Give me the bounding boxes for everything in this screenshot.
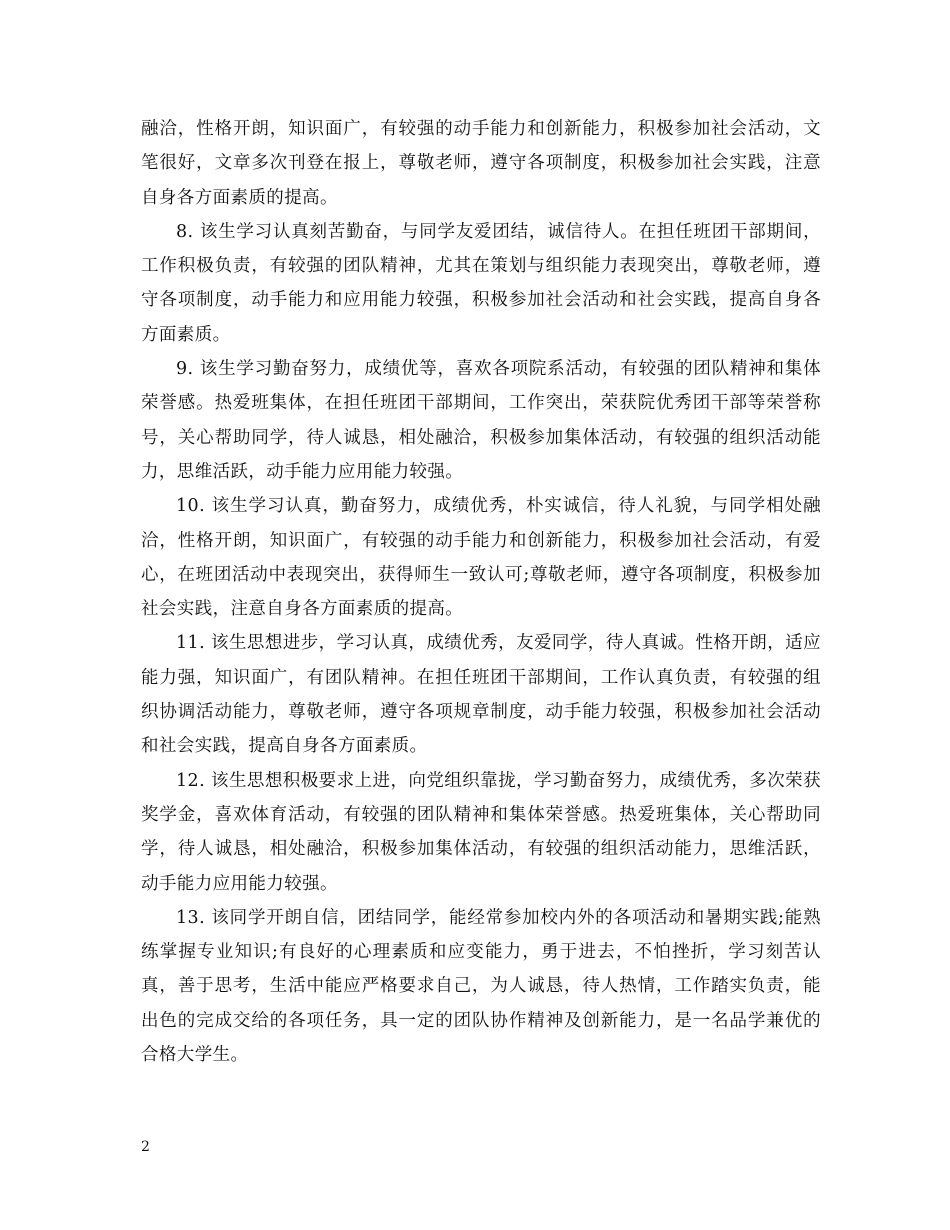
page-number: 2 — [141, 1139, 150, 1155]
paragraph-item-10: 10. 该生学习认真，勤奋努力，成绩优秀，朴实诚信，待人礼貌，与同学相处融洽，性格开朗，知识面广，有较强的动手能力和创新能力，积极参加社会活动，有爱心，在班团活动中表现突出，获得师生一致认可;尊敬老师，遵守各项制度，积极参加社会实践，注意自身各方面素质的提高。 — [141, 496, 821, 620]
paragraph-item-13: 13. 该同学开朗自信，团结同学，能经常参加校内外的各项活动和暑期实践;能熟练掌握专业知识;有良好的心理素质和应变能力，勇于进去，不怕挫折，学习刻苦认真，善于思考，生活中能应严格要求自己，为人诚恳，待人热情，工作踏实负责，能出色的完成交给的各项任务，具一定的团队协作精神及创新能力，是一名品学兼优的合格大学生。 — [141, 907, 821, 1066]
paragraph-item-11: 11. 该生思想进步，学习认真，成绩优秀，友爱同学，待人真诚。性格开朗，适应能力强，知识面广，有团队精神。在担任班团干部期间，工作认真负责，有较强的组织协调活动能力，尊敬老师，遵守各项规章制度，动手能力较强，积极参加社会活动和社会实践，提高自身各方面素质。 — [141, 633, 821, 757]
paragraph-item-12: 12. 该生思想积极要求上进，向党组织靠拢，学习勤奋努力，成绩优秀，多次荣获奖学金，喜欢体育活动，有较强的团队精神和集体荣誉感。热爱班集体，关心帮助同学，待人诚恳，相处融洽，积极参加集体活动，有较强的组织活动能力，思维活跃，动手能力应用能力较强。 — [141, 770, 821, 894]
paragraph-item-9: 9. 该生学习勤奋努力，成绩优等，喜欢各项院系活动，有较强的团队精神和集体荣誉感。热爱班集体，在担任班团干部期间，工作突出，荣获院优秀团干部等荣誉称号，关心帮助同学，待人诚恳，相处融洽，积极参加集体活动，有较强的组织活动能力，思维活跃，动手能力应用能力较强。 — [141, 359, 821, 482]
paragraph-continued: 融洽，性格开朗，知识面广，有较强的动手能力和创新能力，积极参加社会活动，文笔很好，文章多次刊登在报上，尊敬老师，遵守各项制度，积极参加社会实践，注意自身各方面素质的提高。 — [141, 119, 821, 208]
document-body — [141, 112, 821, 1072]
paragraph-item-8: 8. 该生学习认真刻苦勤奋，与同学友爱团结，诚信待人。在担任班团干部期间，工作积极负责，有较强的团队精神，尤其在策划与组织能力表现突出，尊敬老师，遵守各项制度，动手能力和应用能力较强，积极参加社会活动和社会实践，提高自身各方面素质。 — [141, 221, 821, 345]
